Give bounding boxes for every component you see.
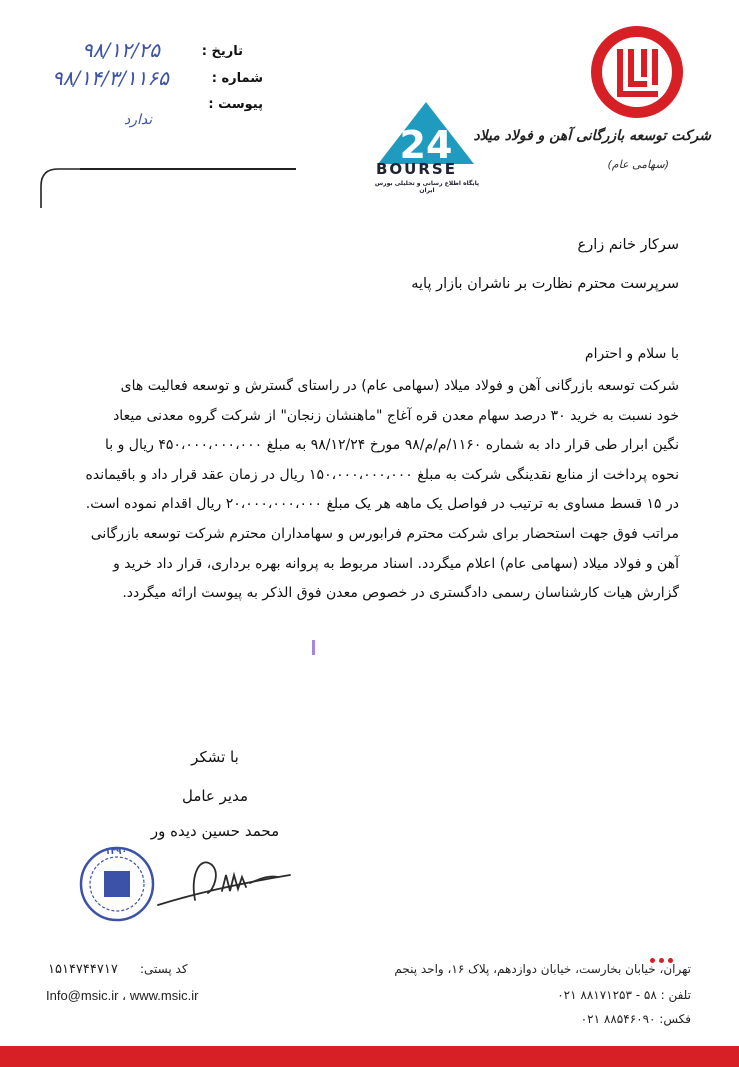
attachment-handwritten: ندارد — [124, 112, 153, 128]
body-line: خود نسبت به خرید ۳۰ درصد سهام معدن قره آغاج "ماهنشان زنجان" از شرکت گروه معدنی میعاد — [113, 407, 679, 424]
body-line: در ۱۵ قسط مساوی به ترتیب در فواصل یک ماهه هر یک مبلغ ۲۰،۰۰۰،۰۰۰،۰۰۰ ریال اقدام نموده است. — [85, 496, 679, 513]
attachment-label: پیوست : — [208, 97, 263, 112]
signatory-title: مدیر عامل — [181, 787, 249, 805]
greeting: با سلام و احترام — [584, 346, 679, 362]
cursor-mark — [312, 640, 315, 655]
date-label: تاریخ : — [201, 44, 243, 59]
postal-code-label: کد پستی: — [140, 962, 188, 976]
addressee-title: سرپرست محترم نظارت بر ناشران بازار پایه — [411, 276, 679, 292]
signatory-name: محمد حسین دیده ور — [150, 822, 280, 840]
footer-bar — [0, 1046, 739, 1067]
body-line: گزارش هیات کارشناسان رسمی دادگستری در خصوص معدن فوق الذکر به پیوست ارائه میگردد. — [122, 585, 679, 602]
closing-text: با تشکر — [191, 748, 239, 766]
email-website: Info@msic.ir ، www.msic.ir — [46, 988, 199, 1003]
number-handwritten: ۹۸/۱۴/۳/۱۱۶۵ — [52, 66, 169, 90]
addressee-name: سرکار خانم زارع — [577, 237, 679, 253]
bourse-wordmark: BOURSE — [376, 160, 457, 178]
frame-corner — [40, 168, 80, 208]
body-line: نگین ابرار طی قرار داد به شماره ۱۱۶۰/م/م/۹۸ مورخ ۹۸/۱۲/۲۴ به مبلغ ۴۵۰،۰۰۰،۰۰۰،۰۰۰ ریال و با — [104, 437, 679, 454]
stamp-year: ۱۳۹۰ — [105, 847, 127, 857]
postal-code-value: ۱۵۱۴۷۴۴۷۱۷ — [48, 962, 118, 977]
company-type: (سهامی عام) — [607, 158, 669, 171]
body-line: نحوه پرداخت از منابع نقدینگی شرکت به مبلغ ۱۵۰،۰۰۰،۰۰۰،۰۰۰ ریال در زمان عقد قرار داد و باقیمانده — [85, 466, 679, 483]
company-stamp — [78, 845, 156, 923]
letter-body — [79, 372, 679, 609]
phone: تلفن : ۵۸ - ۸۸۱۷۱۲۵۳ ۰۲۱ — [557, 988, 691, 1002]
company-name: شرکت توسعه بازرگانی آهن و فولاد میلاد — [473, 128, 711, 144]
svg-text:24: 24 — [399, 123, 453, 166]
fax: فکس: ۸۸۵۴۶۰۹۰ ۰۲۱ — [580, 1012, 691, 1026]
company-logo — [587, 22, 687, 122]
bourse-logo — [368, 96, 488, 196]
body-line: شرکت توسعه بازرگانی آهن و فولاد میلاد (سهامی عام) در راستای گسترش و توسعه فعالیت های — [120, 378, 679, 394]
date-handwritten: ۹۸/۱۲/۲۵ — [82, 38, 160, 62]
body-line: مراتب فوق جهت استحضار برای شرکت محترم فرابورس و سهامداران محترم شرکت توسعه بازرگانی — [90, 525, 679, 542]
bourse-tagline: پایگاه اطلاع رسانی و تحلیلی بورس ایران — [374, 180, 480, 194]
number-label: شماره : — [211, 71, 263, 86]
body-line: آهن و فولاد میلاد (سهامی عام) اعلام میگردد. اسناد مربوط به پروانه بهره برداری، قرار داد خرید و — [113, 555, 679, 572]
address: تهران، خیابان بخارست، خیابان دوازدهم، پلاک ۱۶، واحد پنجم — [394, 962, 691, 976]
bourse-triangle-icon — [376, 100, 476, 166]
frame-top-line — [80, 168, 296, 170]
handwritten-signature — [150, 845, 300, 915]
